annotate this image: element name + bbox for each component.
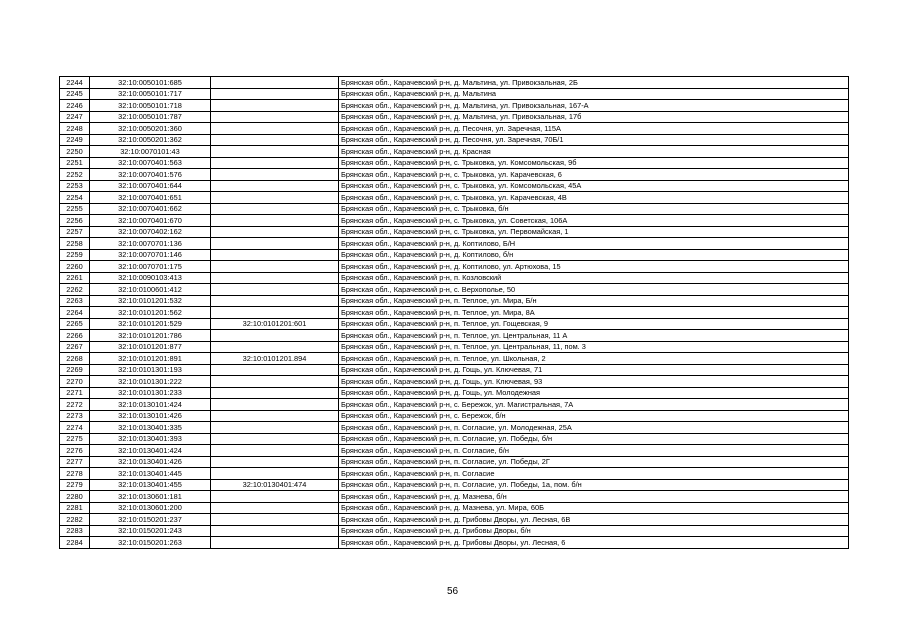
address-cell: Брянская обл., Карачевский р-н, д. Мальтина, ул. Привокзальная, 2Б	[339, 77, 849, 89]
row-number-cell: 2275	[60, 433, 90, 445]
cadastral-number-cell: 32:10:0130401:426	[90, 456, 211, 468]
row-number-cell: 2249	[60, 134, 90, 146]
cadastral-number-cell: 32:10:0130101:424	[90, 399, 211, 411]
cadastral-number-cell: 32:10:0101201:877	[90, 341, 211, 353]
cadastral-number-cell: 32:10:0090103:413	[90, 272, 211, 284]
cadastral-number-cell: 32:10:0130401:335	[90, 422, 211, 434]
cadastral-number-cell: 32:10:0050201:360	[90, 123, 211, 135]
row-number-cell: 2280	[60, 491, 90, 503]
address-cell: Брянская обл., Карачевский р-н, с. Трыковка, ул. Советская, 106А	[339, 215, 849, 227]
table-row	[60, 249, 849, 261]
cadastral-number-cell: 32:10:0130401:393	[90, 433, 211, 445]
address-cell: Брянская обл., Карачевский р-н, д. Песочня, ул. Заречная, 115А	[339, 123, 849, 135]
address-cell: Брянская обл., Карачевский р-н, д. Красная	[339, 146, 849, 158]
address-cell: Брянская обл., Карачевский р-н, д. Мазнева, ул. Мира, 60Б	[339, 502, 849, 514]
address-cell: Брянская обл., Карачевский р-н, с. Трыковка, ул. Карачевская, 4В	[339, 192, 849, 204]
table-row	[60, 77, 849, 89]
cadastral-number-cell: 32:10:0101301:233	[90, 387, 211, 399]
row-number-cell: 2244	[60, 77, 90, 89]
related-cadastral-number-cell	[211, 249, 339, 261]
cadastral-number-cell: 32:10:0070401:576	[90, 169, 211, 181]
address-cell: Брянская обл., Карачевский р-н, с. Трыковка, ул. Первомайская, 1	[339, 226, 849, 238]
related-cadastral-number-cell: 32:10:0101201:601	[211, 318, 339, 330]
row-number-cell: 2246	[60, 100, 90, 112]
related-cadastral-number-cell	[211, 376, 339, 388]
address-cell: Брянская обл., Карачевский р-н, д. Грибовы Дворы, ул. Лесная, 6В	[339, 514, 849, 526]
table-row	[60, 433, 849, 445]
table-row	[60, 456, 849, 468]
related-cadastral-number-cell	[211, 307, 339, 319]
table-row	[60, 284, 849, 296]
table-row	[60, 376, 849, 388]
address-cell: Брянская обл., Карачевский р-н, д. Грибовы Дворы, ул. Лесная, 6	[339, 537, 849, 549]
table-row	[60, 146, 849, 158]
registry-table-body	[60, 77, 849, 549]
related-cadastral-number-cell	[211, 502, 339, 514]
cadastral-number-cell: 32:10:0101201:562	[90, 307, 211, 319]
cadastral-number-cell: 32:10:0070401:644	[90, 180, 211, 192]
cadastral-number-cell: 32:10:0050101:718	[90, 100, 211, 112]
address-cell: Брянская обл., Карачевский р-н, с. Верхополье, 50	[339, 284, 849, 296]
table-row	[60, 88, 849, 100]
address-cell: Брянская обл., Карачевский р-н, с. Трыковка, ул. Комсомольская, 9б	[339, 157, 849, 169]
row-number-cell: 2257	[60, 226, 90, 238]
related-cadastral-number-cell	[211, 100, 339, 112]
row-number-cell: 2274	[60, 422, 90, 434]
cadastral-number-cell: 32:10:0130601:181	[90, 491, 211, 503]
related-cadastral-number-cell: 32:10:0130401:474	[211, 479, 339, 491]
related-cadastral-number-cell	[211, 146, 339, 158]
row-number-cell: 2272	[60, 399, 90, 411]
related-cadastral-number-cell	[211, 111, 339, 123]
related-cadastral-number-cell	[211, 157, 339, 169]
table-row	[60, 410, 849, 422]
related-cadastral-number-cell	[211, 537, 339, 549]
related-cadastral-number-cell	[211, 215, 339, 227]
row-number-cell: 2279	[60, 479, 90, 491]
cadastral-number-cell: 32:10:0070101:43	[90, 146, 211, 158]
row-number-cell: 2263	[60, 295, 90, 307]
row-number-cell: 2270	[60, 376, 90, 388]
address-cell: Брянская обл., Карачевский р-н, п. Теплое, ул. Мира, Б/н	[339, 295, 849, 307]
address-cell: Брянская обл., Карачевский р-н, д. Мальтина	[339, 88, 849, 100]
related-cadastral-number-cell: 32:10:0101201.894	[211, 353, 339, 365]
table-row	[60, 491, 849, 503]
table-row	[60, 364, 849, 376]
address-cell: Брянская обл., Карачевский р-н, д. Гощь, ул. Молодежная	[339, 387, 849, 399]
related-cadastral-number-cell	[211, 272, 339, 284]
table-row	[60, 399, 849, 411]
cadastral-number-cell: 32:10:0150201:243	[90, 525, 211, 537]
cadastral-number-cell: 32:10:0070401:563	[90, 157, 211, 169]
cadastral-number-cell: 32:10:0130401:424	[90, 445, 211, 457]
cadastral-number-cell: 32:10:0050101:787	[90, 111, 211, 123]
cadastral-number-cell: 32:10:0101201:891	[90, 353, 211, 365]
cadastral-number-cell: 32:10:0070401:651	[90, 192, 211, 204]
related-cadastral-number-cell	[211, 514, 339, 526]
table-row	[60, 238, 849, 250]
table-row	[60, 537, 849, 549]
row-number-cell: 2258	[60, 238, 90, 250]
address-cell: Брянская обл., Карачевский р-н, д. Мальтина, ул. Привокзальная, 167-А	[339, 100, 849, 112]
row-number-cell: 2276	[60, 445, 90, 457]
related-cadastral-number-cell	[211, 226, 339, 238]
related-cadastral-number-cell	[211, 387, 339, 399]
table-row	[60, 100, 849, 112]
row-number-cell: 2245	[60, 88, 90, 100]
row-number-cell: 2252	[60, 169, 90, 181]
address-cell: Брянская обл., Карачевский р-н, п. Теплое, ул. Центральная, 11 А	[339, 330, 849, 342]
row-number-cell: 2268	[60, 353, 90, 365]
table-row	[60, 203, 849, 215]
related-cadastral-number-cell	[211, 399, 339, 411]
related-cadastral-number-cell	[211, 284, 339, 296]
address-cell: Брянская обл., Карачевский р-н, с. Бережок, б/н	[339, 410, 849, 422]
address-cell: Брянская обл., Карачевский р-н, п. Теплое, ул. Школьная, 2	[339, 353, 849, 365]
cadastral-number-cell: 32:10:0101201:529	[90, 318, 211, 330]
cadastral-number-cell: 32:10:0070401:670	[90, 215, 211, 227]
cadastral-number-cell: 32:10:0070701:175	[90, 261, 211, 273]
related-cadastral-number-cell	[211, 192, 339, 204]
address-cell: Брянская обл., Карачевский р-н, п. Козловский	[339, 272, 849, 284]
table-row	[60, 525, 849, 537]
table-row	[60, 169, 849, 181]
table-row	[60, 502, 849, 514]
address-cell: Брянская обл., Карачевский р-н, п. Согласие, ул. Победы, 1а, пом. б/н	[339, 479, 849, 491]
row-number-cell: 2259	[60, 249, 90, 261]
cadastral-number-cell: 32:10:0050101:685	[90, 77, 211, 89]
related-cadastral-number-cell	[211, 456, 339, 468]
related-cadastral-number-cell	[211, 203, 339, 215]
address-cell: Брянская обл., Карачевский р-н, д. Коптилово, ул. Артюхова, 15	[339, 261, 849, 273]
address-cell: Брянская обл., Карачевский р-н, с. Трыковка, ул. Карачевская, 6	[339, 169, 849, 181]
table-row	[60, 215, 849, 227]
row-number-cell: 2254	[60, 192, 90, 204]
row-number-cell: 2271	[60, 387, 90, 399]
table-row	[60, 307, 849, 319]
related-cadastral-number-cell	[211, 123, 339, 135]
address-cell: Брянская обл., Карачевский р-н, п. Теплое, ул. Центральная, 11, пом. 3	[339, 341, 849, 353]
row-number-cell: 2282	[60, 514, 90, 526]
address-cell: Брянская обл., Карачевский р-н, п. Согласие, ул. Победы, 2Г	[339, 456, 849, 468]
related-cadastral-number-cell	[211, 433, 339, 445]
cadastral-number-cell: 32:10:0130401:445	[90, 468, 211, 480]
table-row	[60, 341, 849, 353]
row-number-cell: 2277	[60, 456, 90, 468]
related-cadastral-number-cell	[211, 422, 339, 434]
address-cell: Брянская обл., Карачевский р-н, с. Трыковка, б/н	[339, 203, 849, 215]
table-row	[60, 295, 849, 307]
address-cell: Брянская обл., Карачевский р-н, д. Песочня, ул. Заречная, 70Б/1	[339, 134, 849, 146]
table-row	[60, 353, 849, 365]
table-row	[60, 180, 849, 192]
cadastral-number-cell: 32:10:0070402:162	[90, 226, 211, 238]
related-cadastral-number-cell	[211, 410, 339, 422]
table-row	[60, 422, 849, 434]
address-cell: Брянская обл., Карачевский р-н, п. Теплое, ул. Гощевская, 9	[339, 318, 849, 330]
row-number-cell: 2266	[60, 330, 90, 342]
related-cadastral-number-cell	[211, 134, 339, 146]
related-cadastral-number-cell	[211, 295, 339, 307]
cadastral-number-cell: 32:10:0100601:412	[90, 284, 211, 296]
related-cadastral-number-cell	[211, 491, 339, 503]
table-row	[60, 226, 849, 238]
cadastral-number-cell: 32:10:0070701:136	[90, 238, 211, 250]
related-cadastral-number-cell	[211, 169, 339, 181]
address-cell: Брянская обл., Карачевский р-н, с. Трыковка, ул. Комсомольская, 45А	[339, 180, 849, 192]
row-number-cell: 2260	[60, 261, 90, 273]
related-cadastral-number-cell	[211, 261, 339, 273]
address-cell: Брянская обл., Карачевский р-н, д. Гощь, ул. Ключевая, 71	[339, 364, 849, 376]
cadastral-number-cell: 32:10:0070401:662	[90, 203, 211, 215]
row-number-cell: 2256	[60, 215, 90, 227]
table-row	[60, 123, 849, 135]
table-row	[60, 261, 849, 273]
cadastral-number-cell: 32:10:0150201:263	[90, 537, 211, 549]
table-row	[60, 445, 849, 457]
row-number-cell: 2273	[60, 410, 90, 422]
related-cadastral-number-cell	[211, 468, 339, 480]
row-number-cell: 2251	[60, 157, 90, 169]
row-number-cell: 2267	[60, 341, 90, 353]
address-cell: Брянская обл., Карачевский р-н, п. Согласие, ул. Молодежная, 25А	[339, 422, 849, 434]
table-row	[60, 468, 849, 480]
address-cell: Брянская обл., Карачевский р-н, п. Согласие, б/н	[339, 445, 849, 457]
table-row	[60, 387, 849, 399]
related-cadastral-number-cell	[211, 364, 339, 376]
table-row	[60, 192, 849, 204]
cadastral-number-cell: 32:10:0101201:786	[90, 330, 211, 342]
table-row	[60, 514, 849, 526]
cadastral-number-cell: 32:10:0130101:426	[90, 410, 211, 422]
cadastral-number-cell: 32:10:0050101:717	[90, 88, 211, 100]
cadastral-number-cell: 32:10:0101201:532	[90, 295, 211, 307]
row-number-cell: 2278	[60, 468, 90, 480]
address-cell: Брянская обл., Карачевский р-н, п. Согласие	[339, 468, 849, 480]
row-number-cell: 2264	[60, 307, 90, 319]
row-number-cell: 2250	[60, 146, 90, 158]
registry-table	[59, 76, 849, 549]
address-cell: Брянская обл., Карачевский р-н, д. Грибовы Дворы, б/н	[339, 525, 849, 537]
address-cell: Брянская обл., Карачевский р-н, д. Коптилово, Б/Н	[339, 238, 849, 250]
address-cell: Брянская обл., Карачевский р-н, д. Мальтина, ул. Привокзальная, 17б	[339, 111, 849, 123]
related-cadastral-number-cell	[211, 445, 339, 457]
table-row	[60, 134, 849, 146]
address-cell: Брянская обл., Карачевский р-н, с. Бережок, ул. Магистральная, 7А	[339, 399, 849, 411]
related-cadastral-number-cell	[211, 330, 339, 342]
row-number-cell: 2265	[60, 318, 90, 330]
related-cadastral-number-cell	[211, 525, 339, 537]
related-cadastral-number-cell	[211, 88, 339, 100]
cadastral-number-cell: 32:10:0101301:193	[90, 364, 211, 376]
row-number-cell: 2283	[60, 525, 90, 537]
cadastral-number-cell: 32:10:0150201:237	[90, 514, 211, 526]
row-number-cell: 2253	[60, 180, 90, 192]
row-number-cell: 2281	[60, 502, 90, 514]
address-cell: Брянская обл., Карачевский р-н, д. Мазнева, б/н	[339, 491, 849, 503]
address-cell: Брянская обл., Карачевский р-н, п. Согласие, ул. Победы, б/н	[339, 433, 849, 445]
address-cell: Брянская обл., Карачевский р-н, д. Коптилово, б/н	[339, 249, 849, 261]
table-row	[60, 111, 849, 123]
table-row	[60, 318, 849, 330]
cadastral-number-cell: 32:10:0130401:455	[90, 479, 211, 491]
cadastral-number-cell: 32:10:0130601:200	[90, 502, 211, 514]
cadastral-number-cell: 32:10:0050201:362	[90, 134, 211, 146]
table-row	[60, 479, 849, 491]
row-number-cell: 2262	[60, 284, 90, 296]
row-number-cell: 2255	[60, 203, 90, 215]
row-number-cell: 2284	[60, 537, 90, 549]
related-cadastral-number-cell	[211, 180, 339, 192]
address-cell: Брянская обл., Карачевский р-н, д. Гощь, ул. Ключевая, 93	[339, 376, 849, 388]
related-cadastral-number-cell	[211, 341, 339, 353]
related-cadastral-number-cell	[211, 77, 339, 89]
cadastral-number-cell: 32:10:0070701:146	[90, 249, 211, 261]
address-cell: Брянская обл., Карачевский р-н, п. Теплое, ул. Мира, 8А	[339, 307, 849, 319]
row-number-cell: 2247	[60, 111, 90, 123]
cadastral-number-cell: 32:10:0101301:222	[90, 376, 211, 388]
page-number: 56	[446, 586, 459, 597]
related-cadastral-number-cell	[211, 238, 339, 250]
table-row	[60, 330, 849, 342]
row-number-cell: 2248	[60, 123, 90, 135]
row-number-cell: 2269	[60, 364, 90, 376]
row-number-cell: 2261	[60, 272, 90, 284]
table-row	[60, 272, 849, 284]
table-row	[60, 157, 849, 169]
